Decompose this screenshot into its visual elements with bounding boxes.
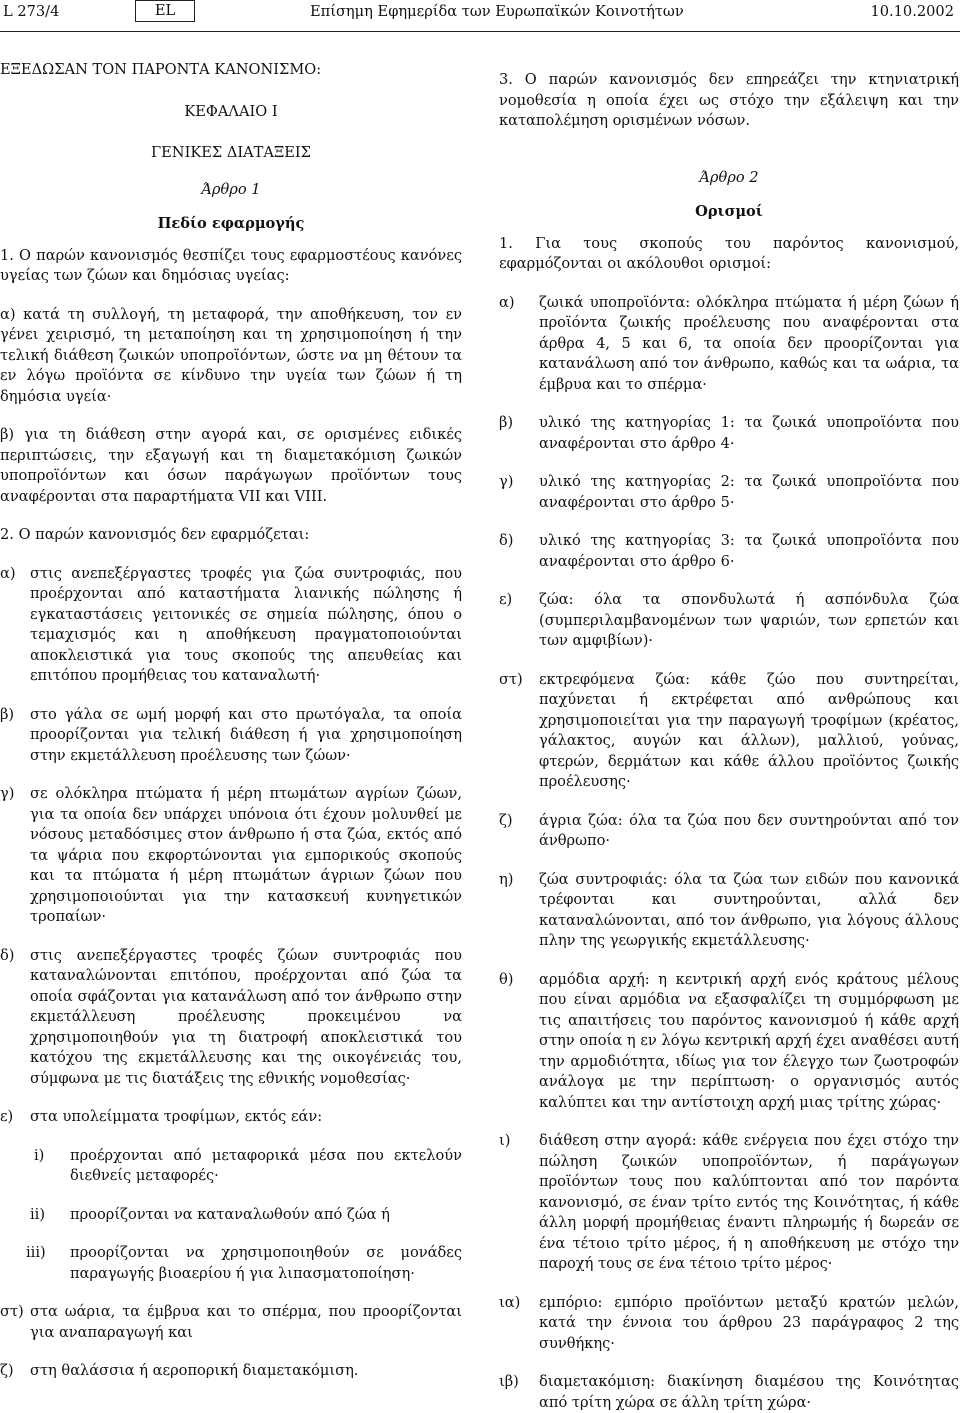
definition-label: γ)	[499, 473, 514, 490]
sub-list-item	[0, 1205, 462, 1226]
header-rule	[0, 31, 960, 32]
definition-label: ι)	[499, 1132, 511, 1149]
definition-item	[499, 472, 959, 513]
definition-text: διάθεση στην αγορά: κάθε ενέργεια που έχει στόχο την πώληση ζωικών υποπροϊόντων, ή παράγωγων προϊόντων τους που καλύπτονται από τον παρόντα κανονισμό, σε έναν τρίτο εντός της Κοινότητας, ή κάθε άλλη μορφή προμήθειας έναντι πληρωμής ή δωρεάν σε ένα τέτοιο τρίτο μέρος, ή η αποθήκευση με στόχο την παροχή τους σε ένα τέτοιο τρίτο μέρος·	[539, 1132, 959, 1272]
definition-item	[499, 870, 959, 952]
list-item-text: στις ανεπεξέργαστες τροφές ζώων συντροφιάς που καταναλώνονται επιτόπου, προέρχονται από ζώα τα οποία σφάζονται για κατανάλωση από τον άνθρωπο στην εκμετάλλευση προέλευσης προκειμένου να χρησιμοποιηθούν για τη διατροφή αποκλειστικά του κατόχου της εκμετάλλευσης και της οικογένειάς του, σύμφωνα με τις διατάξεις της εθνικής νομοθεσίας·	[30, 946, 462, 1087]
list-item-label: β)	[0, 705, 15, 723]
chapter-heading: ΚΕΦΑΛΑΙΟ Ι	[184, 102, 278, 120]
list-item-label: ε)	[0, 1108, 14, 1125]
definition-text: υλικό της κατηγορίας 1: τα ζωικά υποπροϊόντα που αναφέρονται στο άρθρο 4·	[539, 414, 959, 452]
chapter-title: ΓΕΝΙΚΕΣ ΔΙΑΤΑΞΕΙΣ	[151, 144, 311, 161]
definition-text: ζωικά υποπροϊόντα: ολόκληρα πτώματα ή μέρη ζώων ή προϊόντα ζωικής προέλευσης που αναφέρονται στα άρθρα 4, 5 και 6, τα οποία δεν προορίζονται για κατανάλωση από τον άνθρωπο, καθώς και τα ωάρια, τα έμβρυα και το σπέρμα·	[539, 293, 959, 393]
definition-item	[499, 970, 959, 1114]
list-item-label: α)	[0, 564, 16, 582]
paragraph-1b: β) για τη διάθεση στην αγορά και, σε ορισμένες ειδικές περιπτώσεις, την εξαγωγή και τη διαμετακόμιση ζωικών υποπροϊόντων και όσων παράγωγων προϊόντων τους αναφέρονται στα παραρτήματα VII και VIII.	[0, 426, 462, 505]
definition-label: ια)	[499, 1293, 521, 1311]
article-2-heading: Άρθρο 2	[699, 168, 759, 186]
article-1-title: Πεδίο εφαρμογής	[157, 215, 305, 232]
enacting-formula: ΕΞΕΔΩΣΑΝ ΤΟΝ ΠΑΡΟΝΤΑ ΚΑΝΟΝΙΣΜΟ:	[0, 61, 322, 78]
sub-list-item-text: προέρχονται από μεταφορικά μέσα που εκτελούν διεθνείς μεταφορές·	[70, 1146, 462, 1184]
page-reference: L 273/4	[3, 3, 60, 20]
list-item-label: στ)	[0, 1303, 24, 1320]
left-column	[0, 60, 462, 1382]
language-code-box: EL	[135, 0, 195, 22]
definition-label: θ)	[499, 970, 514, 988]
definition-label: ε)	[499, 591, 513, 608]
definition-item	[499, 670, 959, 793]
list-item-text: στις ανεπεξέργαστες τροφές για ζώα συντροφιάς, που προέρχονται από καταστήματα λιανικής πώλησης ή εγκαταστάσεις γειτονικές σε σημεία πώλησης, όπου ο τεμαχισμός και η αποθήκευση πραγματοποιούνται αποκλειστικά για τους σκοπούς της απευθείας και επιτόπου προμήθειας του καταναλωτή·	[30, 564, 462, 684]
list-item	[0, 1361, 462, 1382]
sub-list-item-label: iii)	[26, 1244, 46, 1261]
article-1-heading: Άρθρο 1	[201, 180, 261, 198]
article-2-title: Ορισμοί	[695, 203, 763, 220]
paragraph-2: 2. Ο παρών κανονισμός δεν εφαρμόζεται:	[0, 526, 310, 543]
definition-label: ιβ)	[499, 1373, 519, 1390]
sub-list-item-text: προορίζονται να χρησιμοποιηθούν σε μονάδες παραγωγής βιοαερίου ή για λιπασματοποίηση·	[70, 1244, 462, 1282]
definition-text: άγρια ζώα: όλα τα ζώα που δεν συντηρούνται από τον άνθρωπο·	[539, 811, 959, 849]
publication-date: 10.10.2002	[870, 3, 954, 20]
definition-text: αρμόδια αρχή: η κεντρική αρχή ενός κράτους μέλους που είναι αρμόδια να εξασφαλίζει τη συμμόρφωση με τις απαιτήσεις του παρόντος κανονισμού ή κάθε αρχή στην οποία η εν λόγω κεντρική αρχή έχει αναθέσει αυτή την αρμοδιότητα, ιδίως για τον έλεγχο των ζωοτροφών ανάλογα με την περίπτωση· ο οργανισμός αυτός καλύπτει και την αντίστοιχη αρχή μιας τρίτης χώρας·	[539, 970, 959, 1111]
list-item-text: στο γάλα σε ωμή μορφή και στο πρωτόγαλα, τα οποία προορίζονται για τελική διάθεση ή για χρησιμοποίηση στην εκμετάλλευση προέλευσης των ζώων·	[30, 705, 462, 764]
definition-text: υλικό της κατηγορίας 3: τα ζωικά υποπροϊόντα που αναφέρονται στο άρθρο 6·	[539, 532, 959, 570]
definition-text: εκτρεφόμενα ζώα: κάθε ζώο που συντηρείται, παχύνεται ή εκτρέφεται από ανθρώπους και χρησιμοποιείται για την παραγωγή τροφίμων (κρέατος, γάλακτος, αυγών και άλλων), μαλλιού, γούνας, φτερών, δερμάτων και κάθε άλλου προϊόντος ζωικής προέλευσης·	[539, 670, 959, 790]
list-item-label: γ)	[0, 785, 15, 802]
definition-item	[499, 590, 959, 652]
list-item-text: στα υπολείμματα τροφίμων, εκτός εάν:	[30, 1108, 323, 1125]
sub-list-item-text: προορίζονται να καταναλωθούν από ζώα ή	[70, 1205, 390, 1223]
definition-item	[499, 413, 959, 454]
definition-label: στ)	[499, 670, 523, 688]
list-item-text: σε ολόκληρα πτώματα ή μέρη πτωμάτων αγρίων ζώων, για τα οποία δεν υπάρχει υπόνοια ότι έχουν μολυνθεί με νόσους μεταδόσιμες στον άνθρωπο ή στα ζώα, εκτός από τα ψάρια που εκφορτώνονται για εμπορικούς σκοπούς και τα πτώματα ή μέρη πτωμάτων άγριων ζώων που χρησιμοποιούνται για την κατασκευή κυνηγετικών τροπαίων·	[30, 785, 462, 925]
definition-label: β)	[499, 414, 514, 431]
sub-list-item	[0, 1146, 462, 1187]
definition-text: υλικό της κατηγορίας 2: τα ζωικά υποπροϊόντα που αναφέρονται στο άρθρο 5·	[539, 473, 959, 511]
definition-item	[499, 811, 959, 852]
list-item	[0, 1302, 462, 1343]
definition-label: α)	[499, 293, 515, 311]
list-item-text: στη θαλάσσια ή αεροπορική διαμετακόμιση.	[30, 1362, 359, 1379]
definition-text: διαμετακόμιση: διακίνηση διαμέσου της Κοινότητας από τρίτη χώρα σε άλλη τρίτη χώρα·	[539, 1373, 959, 1411]
definition-text: ζώα συντροφιάς: όλα τα ζώα των ειδών που κανονικά τρέφονται και συντηρούνται, αλλά δεν καταναλώνονται, από τον άνθρωπο, για λόγους άλλους πλην της γεωργικής εκμετάλλευσης·	[539, 870, 959, 949]
definitions-intro: 1. Για τους σκοπούς του παρόντος κανονισμού, εφαρμόζονται οι ακόλουθοι ορισμοί:	[499, 234, 959, 272]
definition-label: ζ)	[499, 811, 513, 829]
paragraph-3: 3. Ο παρών κανονισμός δεν επηρεάζει την κτηνιατρική νομοθεσία η οποία έχει ως στόχο την εξάλειψη και την καταπολέμηση ορισμένων νόσων.	[499, 71, 959, 129]
definition-item	[499, 531, 959, 572]
definition-item	[499, 1131, 959, 1275]
journal-title: Επίσημη Εφημερίδα των Ευρωπαϊκών Κοινοτήτων	[310, 3, 684, 20]
sub-list-item-label: ii)	[30, 1205, 46, 1223]
right-column	[499, 60, 959, 1413]
definition-item	[499, 1293, 959, 1355]
list-item	[0, 705, 462, 767]
list-item-text: στα ωάρια, τα έμβρυα και το σπέρμα, που προορίζονται για αναπαραγωγή και	[30, 1303, 462, 1341]
list-item	[0, 784, 462, 928]
definition-label: η)	[499, 870, 514, 888]
sub-list-item-label: i)	[34, 1146, 45, 1164]
page-header	[0, 0, 960, 30]
definition-text: εμπόριο: εμπόριο προϊόντων μεταξύ κρατών μελών, κατά την έννοια του άρθρου 23 παράγραφος 2 της συνθήκης·	[539, 1293, 959, 1352]
list-item-label: δ)	[0, 946, 15, 964]
list-item	[0, 946, 462, 1090]
list-item	[0, 564, 462, 687]
sub-list-item	[0, 1243, 462, 1284]
definition-item	[499, 293, 959, 396]
paragraph-1: 1. Ο παρών κανονισμός θεσπίζει τους εφαρμοστέους κανόνες υγείας των ζώων και δημόσιας υγείας:	[0, 246, 462, 284]
paragraph-1a: α) κατά τη συλλογή, τη μεταφορά, την αποθήκευση, τον εν γένει χειρισμό, τη μεταποίηση και τη χρησιμοποίηση ή την τελική διάθεση ζωικών υποπροϊόντων, ώστε να μη θέτουν τα εν λόγω προϊόντα σε κίνδυνο την υγεία των ζώων ή τη δημόσια υγεία·	[0, 305, 462, 405]
list-item	[0, 1107, 462, 1128]
definition-label: δ)	[499, 532, 514, 549]
list-item-label: ζ)	[0, 1362, 14, 1379]
definition-text: ζώα: όλα τα σπονδυλωτά ή ασπόνδυλα ζώα (συμπεριλαμβανομένων των ψαριών, των ερπετών και των αμφιβίων)·	[539, 591, 959, 649]
